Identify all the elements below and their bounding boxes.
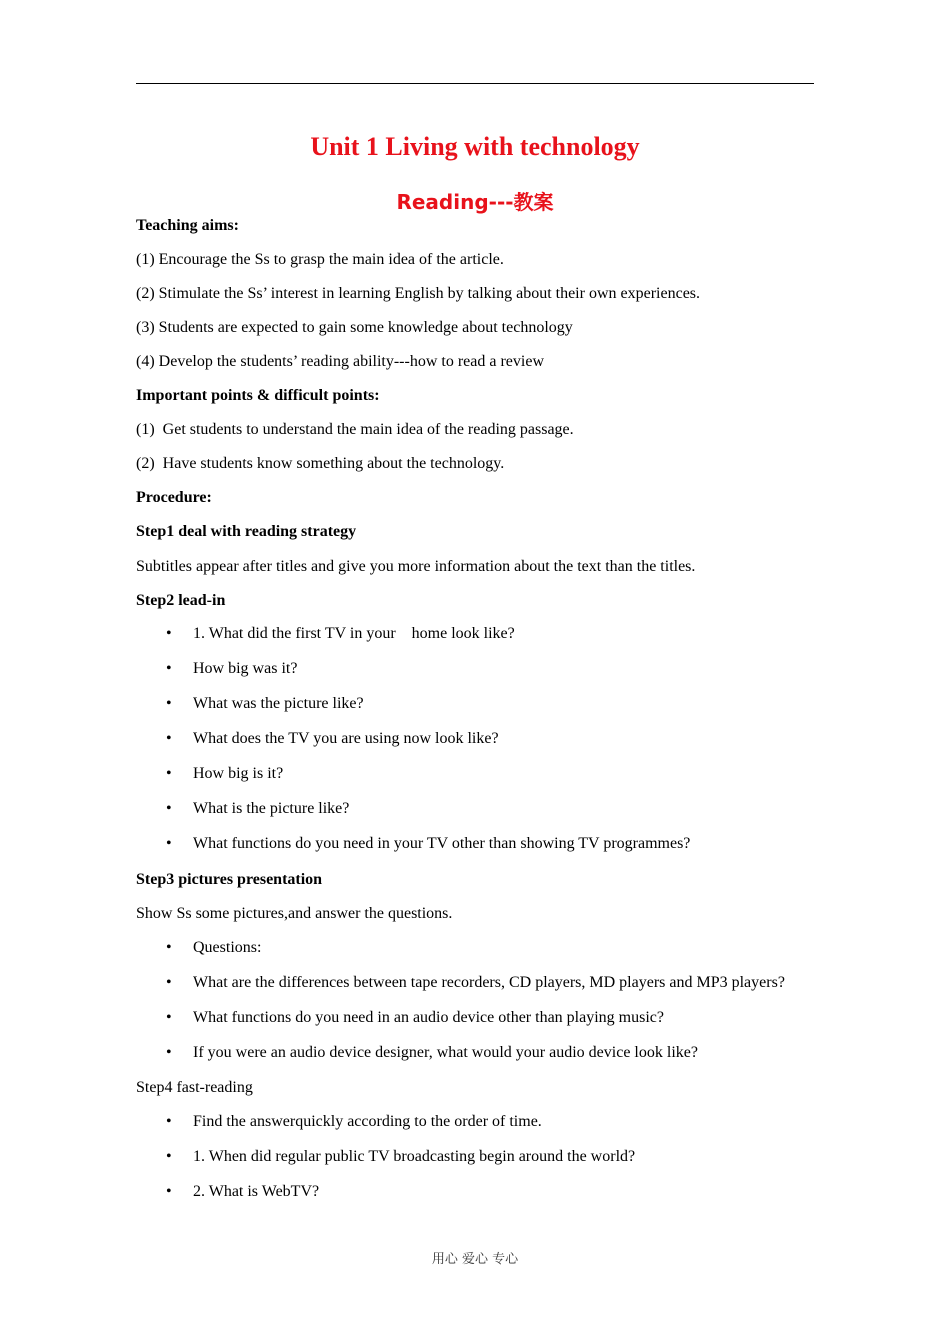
list-item-text: What are the differences between tape recorders, CD players, MD players and MP3 players?	[193, 974, 785, 991]
page-footer: 用心 爱心 专心	[431, 1252, 519, 1267]
bullet-icon: •	[166, 765, 172, 782]
list-item-text: Find the answerquickly according to the order of time.	[193, 1113, 542, 1130]
bullet-icon: •	[166, 939, 172, 956]
bullet-icon: •	[166, 974, 172, 991]
list-item	[166, 973, 785, 993]
list-item-text: How big was it?	[193, 660, 298, 677]
bullet-icon: •	[166, 660, 172, 677]
list-item	[166, 729, 499, 749]
bullet-icon: •	[166, 835, 172, 852]
bullet-icon: •	[166, 1044, 172, 1061]
document-subtitle: Reading---教案	[396, 190, 554, 214]
bullet-icon: •	[166, 695, 172, 712]
list-item-text: How big is it?	[193, 765, 284, 782]
list-item	[166, 1182, 319, 1202]
step1-heading: Step1 deal with reading strategy	[136, 523, 357, 540]
list-item	[166, 1008, 664, 1028]
list-item	[166, 764, 283, 784]
bullet-icon: •	[166, 1148, 172, 1165]
bullet-icon: •	[166, 1009, 172, 1026]
list-item	[166, 799, 349, 819]
list-item-text: What does the TV you are using now look like?	[193, 730, 499, 747]
bullet-icon: •	[166, 1183, 172, 1200]
list-item	[166, 694, 364, 714]
step3-heading: Step3 pictures presentation	[136, 871, 323, 888]
list-item-text: What is the picture like?	[193, 800, 350, 817]
list-item-text: 2. What is WebTV?	[193, 1183, 320, 1200]
step4-heading: Step4 fast-reading	[136, 1079, 253, 1096]
list-item	[166, 659, 297, 679]
list-item-text: If you were an audio device designer, what would your audio device look like?	[193, 1044, 698, 1061]
point-item: (2) Have students know something about the technology.	[136, 455, 505, 472]
aims-heading: Teaching aims:	[136, 217, 239, 234]
aim-item: (1) Encourage the Ss to grasp the main idea of the article.	[136, 251, 504, 268]
step1-text: Subtitles appear after titles and give you more information about the text than the titles.	[136, 558, 696, 575]
list-item	[166, 1043, 698, 1063]
step3-text: Show Ss some pictures,and answer the questions.	[136, 905, 453, 922]
header-rule	[136, 83, 814, 84]
list-item-text: What functions do you need in an audio device other than playing music?	[193, 1009, 664, 1026]
aim-item: (2) Stimulate the Ss’ interest in learning English by talking about their own experiences.	[136, 285, 701, 302]
list-item-text: Questions:	[193, 939, 262, 956]
procedure-heading: Procedure:	[136, 489, 212, 506]
aim-item: (4) Develop the students’ reading ability---how to read a review	[136, 353, 544, 370]
step2-heading: Step2 lead-in	[136, 592, 226, 609]
list-item-text: 1. What did the first TV in your home look like?	[193, 625, 515, 642]
list-item-text: What functions do you need in your TV other than showing TV programmes?	[193, 835, 691, 852]
list-item	[166, 1147, 635, 1167]
list-item-text: 1. When did regular public TV broadcasting begin around the world?	[193, 1148, 636, 1165]
bullet-icon: •	[166, 625, 172, 642]
list-item	[166, 1112, 542, 1132]
points-heading: Important points & difficult points:	[136, 387, 380, 404]
bullet-icon: •	[166, 730, 172, 747]
list-item-text: What was the picture like?	[193, 695, 364, 712]
list-item	[166, 834, 690, 854]
aim-item: (3) Students are expected to gain some knowledge about technology	[136, 319, 573, 336]
point-item: (1) Get students to understand the main idea of the reading passage.	[136, 421, 574, 438]
list-item	[166, 938, 261, 958]
document-title: Unit 1 Living with technology	[310, 132, 640, 161]
list-item	[166, 624, 515, 644]
bullet-icon: •	[166, 800, 172, 817]
bullet-icon: •	[166, 1113, 172, 1130]
